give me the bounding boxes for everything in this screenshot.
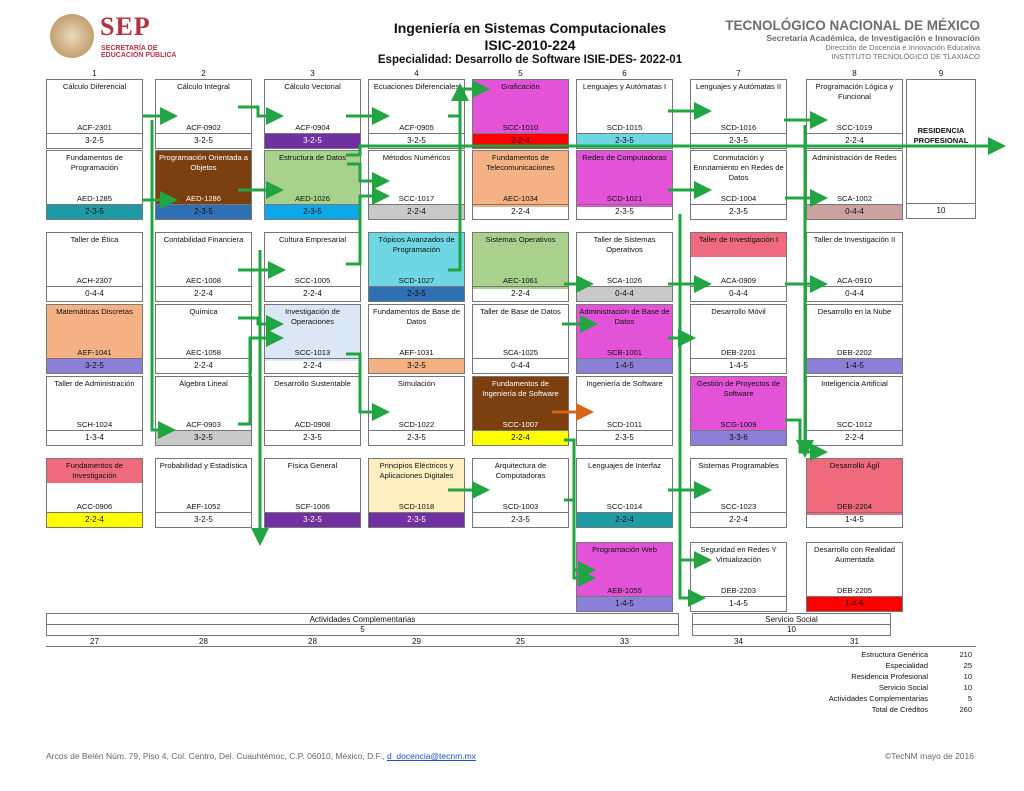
course-credits: 2-2-4 xyxy=(473,430,568,445)
actividades-complementarias-label: Actividades Complementarias xyxy=(46,613,679,625)
org-institute: INSTITUTO TECNOLÓGICO DE TLAXIACO xyxy=(831,52,980,61)
course-name: Graficación xyxy=(501,82,540,91)
course-code: AED-1026 xyxy=(294,194,331,203)
course-code: SCD-1011 xyxy=(607,420,642,429)
sep-logo-sub-2: EDUCACIÓN PÚBLICA xyxy=(101,52,177,59)
course-credits: 2-3-5 xyxy=(156,204,251,219)
program-code: ISIC-2010-224 xyxy=(484,37,576,53)
semester-credit-total: 28 xyxy=(308,637,317,646)
course-code: SCA-1025 xyxy=(502,348,539,357)
course-code: SCD-1016 xyxy=(720,123,757,132)
course-name: Gestión de Proyectos de Software xyxy=(696,379,781,398)
course-code: SCC-1007 xyxy=(502,420,539,429)
totals-label: Estructura Genérica xyxy=(861,650,928,659)
course-code: DEB-2205 xyxy=(836,586,873,595)
course-code: ACC-0906 xyxy=(76,502,113,511)
course-credits: 2-2-4 xyxy=(473,204,568,219)
course-code: SCA-1026 xyxy=(606,276,643,285)
course-code: SCB-1001 xyxy=(606,348,643,357)
course-code: SCD-1018 xyxy=(398,502,435,511)
course-code: SCD-1004 xyxy=(720,194,757,203)
course-credits: 0-4-4 xyxy=(473,358,568,373)
specialty-title: Especialidad: Desarrollo de Software ISIE-DES- 2022-01 xyxy=(377,54,683,66)
footer-email-link[interactable]: d_docencia@tecnm.mx xyxy=(386,751,476,761)
course-name: Física General xyxy=(287,461,338,470)
course-code: SCC-1019 xyxy=(836,123,873,132)
course-name: Desarrollo en la Nube xyxy=(817,307,892,316)
course-credits: 3-2-5 xyxy=(369,133,464,148)
residencia-label-2: PROFESIONAL xyxy=(913,136,969,145)
course-code: ACF-2301 xyxy=(77,123,112,132)
course-name: Cálculo Diferencial xyxy=(62,82,127,91)
course-credits: 3-2-5 xyxy=(47,358,142,373)
residencia-credits: 10 xyxy=(907,203,975,218)
course-code: ACA-0910 xyxy=(836,276,873,285)
course-name: Fundamentos de Telecomunicaciones xyxy=(486,153,555,172)
course-credits: 1-4-5 xyxy=(807,596,902,611)
course-code: SCC-1014 xyxy=(606,502,643,511)
course-credits: 2-3-5 xyxy=(369,430,464,445)
course-name: Sistemas Programables xyxy=(698,461,779,470)
course-name: Desarrollo con Realidad Aumentada xyxy=(813,545,896,564)
course-name: Matemáticas Discretas xyxy=(56,307,133,316)
course-credits: 1-3-4 xyxy=(47,430,142,445)
course-name: Métodos Numéricos xyxy=(382,153,451,162)
course-credits: 2-2-4 xyxy=(807,133,902,148)
totals-label: Servicio Social xyxy=(878,683,928,692)
prerequisite-arrow xyxy=(238,107,278,116)
prerequisite-arrow xyxy=(564,440,590,578)
course-credits: 2-3-5 xyxy=(577,133,672,148)
course-credits: 1-4-5 xyxy=(691,596,786,611)
semester-credit-total: 34 xyxy=(734,637,743,646)
prerequisite-arrow xyxy=(680,214,700,598)
course-name: Desarrollo Móvil xyxy=(711,307,766,316)
course-code: SCC-1013 xyxy=(294,348,331,357)
course-code: ACA-0909 xyxy=(720,276,757,285)
course-name: Simulación xyxy=(397,379,436,388)
course-credits: 3-2-5 xyxy=(156,512,251,527)
semester-credit-total: 25 xyxy=(516,637,525,646)
course-name: Álgebra Lineal xyxy=(179,379,228,388)
course-code: AED-1285 xyxy=(76,194,113,203)
prerequisite-arrow xyxy=(346,196,384,264)
course-name: Taller de Sistemas Operativos xyxy=(593,235,656,254)
course-code: AEC-1034 xyxy=(502,194,539,203)
course-code: SCG-1009 xyxy=(720,420,757,429)
semester-number: 3 xyxy=(310,69,315,78)
course-credits: 2-2-4 xyxy=(47,512,142,527)
course-name: Fundamentos de Investigación xyxy=(66,461,123,480)
course-code: AED-1286 xyxy=(185,194,222,203)
course-name: Investigación de Operaciones xyxy=(285,307,340,326)
course-credits: 2-3-5 xyxy=(691,204,786,219)
course-name: Principios Eléctricos y Aplicaciones Digitales xyxy=(379,461,454,480)
course-name: Taller de Ética xyxy=(70,235,119,244)
course-code: SCD-1003 xyxy=(502,502,539,511)
course-name: Ecuaciones Diferenciales xyxy=(373,82,460,91)
course-credits: 0-4-4 xyxy=(691,286,786,301)
footer-copyright: ©TecNM mayo de 2016 xyxy=(885,751,974,761)
prerequisite-arrow xyxy=(346,354,384,412)
course-credits: 1-4-5 xyxy=(807,358,902,373)
course-credits: 2-3-5 xyxy=(369,286,464,301)
course-code: ACF-0905 xyxy=(399,123,434,132)
course-credits: 2-2-4 xyxy=(473,286,568,301)
semester-number: 1 xyxy=(92,69,97,78)
course-code: SCD-1027 xyxy=(398,276,435,285)
course-name: Sistemas Operativos xyxy=(485,235,556,244)
course-credits: 2-3-5 xyxy=(691,133,786,148)
course-name: Lenguajes de Interfaz xyxy=(587,461,662,470)
course-credits: 2-3-5 xyxy=(265,204,360,219)
course-name: Programación Orientada a Objetos xyxy=(158,153,249,172)
course-name: Administración de Base de Datos xyxy=(579,307,670,326)
totals-label: Actividades Complementarias xyxy=(828,694,928,703)
prerequisite-arrow xyxy=(448,89,484,116)
course-name: Lenguajes y Autómatas II xyxy=(695,82,782,91)
course-code: SCC-1017 xyxy=(398,194,435,203)
prerequisite-arrow xyxy=(347,164,384,181)
prerequisite-arrow xyxy=(564,500,590,570)
course-credits: 0-4-4 xyxy=(807,204,902,219)
course-code: SCC-1012 xyxy=(836,420,873,429)
course-credits: 2-3-5 xyxy=(577,430,672,445)
course-credits: 2-2-4 xyxy=(691,512,786,527)
course-name: Arquitectura de Computadoras xyxy=(494,461,547,480)
course-name: Estructura de Datos xyxy=(278,153,347,162)
course-name: Cálculo Integral xyxy=(177,82,230,91)
course-code: SCF-1006 xyxy=(295,502,330,511)
course-code: AEF-1052 xyxy=(186,502,221,511)
course-code: AEC-1008 xyxy=(185,276,222,285)
residencia-label-1: RESIDENCIA xyxy=(917,126,965,135)
course-name: Ingeniería de Software xyxy=(586,379,663,388)
semester-credit-total: 29 xyxy=(412,637,421,646)
semester-number: 5 xyxy=(518,69,523,78)
course-name: Fundamentos de Ingeniería de Software xyxy=(482,379,559,398)
course-code: AEC-1061 xyxy=(502,276,539,285)
totals-label: Residencia Profesional xyxy=(851,672,928,681)
semester-number: 9 xyxy=(938,69,944,78)
course-credits: 1-4-5 xyxy=(577,358,672,373)
course-credits: 2-2-4 xyxy=(369,204,464,219)
semester-credit-total: 33 xyxy=(620,637,629,646)
course-credits: 2-3-5 xyxy=(473,512,568,527)
course-code: ACF-0902 xyxy=(186,123,221,132)
course-credits: 2-2-4 xyxy=(473,133,568,148)
totals-label: Especialidad xyxy=(885,661,928,670)
course-credits: 3-2-5 xyxy=(156,430,251,445)
course-credits: 1-4-5 xyxy=(807,512,902,527)
course-credits: 2-3-5 xyxy=(577,204,672,219)
course-name: Conmutación y Enrutamiento en Redes de Datos xyxy=(693,153,784,182)
course-credits: 2-2-4 xyxy=(807,430,902,445)
course-code: AEF-1041 xyxy=(77,348,112,357)
course-credits: 2-3-5 xyxy=(47,204,142,219)
course-credits: 3-2-5 xyxy=(265,512,360,527)
course-name: Taller de Investigación I xyxy=(698,235,779,244)
course-code: SCD-1015 xyxy=(606,123,643,132)
course-credits: 2-2-4 xyxy=(265,358,360,373)
course-name: Contabilidad Financiera xyxy=(163,235,244,244)
semester-number: 6 xyxy=(622,69,627,78)
course-name: Cálculo Vectorial xyxy=(284,82,341,91)
totals-value: 260 xyxy=(959,705,972,714)
course-name: Redes de Computadoras xyxy=(582,153,667,162)
totals-label: Total de Créditos xyxy=(871,705,928,714)
course-name: Química xyxy=(189,307,218,316)
course-credits: 0-4-4 xyxy=(807,286,902,301)
course-code: DEB-2203 xyxy=(720,586,757,595)
course-code: SCC-1005 xyxy=(294,276,331,285)
course-name: Cultura Empresarial xyxy=(278,235,347,244)
course-credits: 2-2-4 xyxy=(156,358,251,373)
course-credits: 2-3-5 xyxy=(369,512,464,527)
program-title: Ingeniería en Sistemas Computacionales xyxy=(393,20,667,36)
org-direction: Dirección de Docencia e Innovación Educativa xyxy=(825,43,980,52)
course-credits: 2-2-4 xyxy=(577,512,672,527)
course-credits: 3-3-6 xyxy=(691,430,786,445)
course-code: SCA-1002 xyxy=(836,194,873,203)
totals-value: 10 xyxy=(963,683,972,692)
course-name: Taller de Administración xyxy=(54,379,135,388)
course-name: Fundamentos de Programación xyxy=(66,153,123,172)
course-code: SCD-1021 xyxy=(606,194,643,203)
totals-value: 25 xyxy=(963,661,972,670)
course-code: SCD-1022 xyxy=(398,420,435,429)
course-name: Fundamentos de Base de Datos xyxy=(373,307,460,326)
course-name: Inteligencia Artificial xyxy=(821,379,888,388)
totals-value: 10 xyxy=(963,672,972,681)
footer-address-text: Arcos de Belén Núm. 79, Piso 4, Col. Centro, Del. Cuauhtémoc, C.P. 06010, México, D.F., xyxy=(46,751,387,761)
totals-value: 210 xyxy=(959,650,972,659)
course-credits: 2-2-4 xyxy=(265,286,360,301)
course-credits: 1-4-5 xyxy=(691,358,786,373)
course-code: AEF-1031 xyxy=(399,348,434,357)
course-credits: 2-2-4 xyxy=(156,286,251,301)
semester-credit-total: 27 xyxy=(90,637,99,646)
course-name: Lenguajes y Autómatas I xyxy=(582,82,667,91)
course-code: AEB-1055 xyxy=(607,586,642,595)
totals-value: 5 xyxy=(967,694,972,703)
servicio-social-label: Servicio Social xyxy=(692,613,891,625)
course-code: ACD-0908 xyxy=(294,420,331,429)
semester-credit-total: 31 xyxy=(850,637,859,646)
actividades-complementarias-credits: 5 xyxy=(46,624,679,636)
course-code: ACH-2307 xyxy=(76,276,113,285)
course-code: DEB-2201 xyxy=(720,348,757,357)
course-name: Probabilidad y Estadística xyxy=(159,461,248,470)
semester-number: 7 xyxy=(736,69,741,78)
course-name: Programación Lógica y Funcional xyxy=(815,82,894,101)
course-credits: 0-4-4 xyxy=(47,286,142,301)
semester-credit-total: 28 xyxy=(199,637,208,646)
course-name: Desarrollo Sustentable xyxy=(274,379,351,388)
course-name: Taller de Investigación II xyxy=(813,235,896,244)
course-name: Tópicos Avanzados de Programación xyxy=(378,235,455,254)
course-code: SCC-1023 xyxy=(720,502,757,511)
semester-number: 4 xyxy=(414,69,419,78)
org-secretariat: Secretaría Académica, de Investigación e Innovación xyxy=(766,33,980,43)
course-name: Programación Web xyxy=(592,545,657,554)
course-credits: 2-3-5 xyxy=(265,430,360,445)
servicio-social-credits: 10 xyxy=(692,624,891,636)
course-credits: 3-2-5 xyxy=(156,133,251,148)
sep-logo-sub-1: SECRETARÍA DE xyxy=(101,45,158,52)
course-name: Seguridad en Redes Y Virtualización xyxy=(700,545,777,564)
prerequisite-arrow xyxy=(152,120,170,430)
course-code: SCC-1010 xyxy=(502,123,539,132)
prerequisite-arrow xyxy=(238,318,278,324)
sep-logo-text: SEP xyxy=(100,12,151,41)
course-code: ACF-0903 xyxy=(186,420,221,429)
course-name: Taller de Base de Datos xyxy=(480,307,561,316)
course-name: Administración de Redes xyxy=(812,153,897,162)
org-name: TECNOLÓGICO NACIONAL DE MÉXICO xyxy=(725,18,980,33)
course-code: DEB-2204 xyxy=(836,502,873,511)
course-code: AEC-1058 xyxy=(185,348,222,357)
course-code: SCH-1024 xyxy=(76,420,113,429)
course-credits: 3-2-5 xyxy=(47,133,142,148)
course-credits: 1-4-5 xyxy=(577,596,672,611)
course-code: DEB-2202 xyxy=(836,348,873,357)
course-credits: 0-4-4 xyxy=(577,286,672,301)
course-code: ACF-0904 xyxy=(295,123,330,132)
semester-number: 2 xyxy=(201,69,206,78)
prerequisite-arrow xyxy=(238,338,278,424)
course-credits: 3-2-5 xyxy=(265,133,360,148)
course-name: Desarrollo Ágil xyxy=(829,461,880,470)
course-credits: 3-2-5 xyxy=(369,358,464,373)
semester-number: 8 xyxy=(852,69,857,78)
prerequisite-arrow xyxy=(346,146,1000,155)
